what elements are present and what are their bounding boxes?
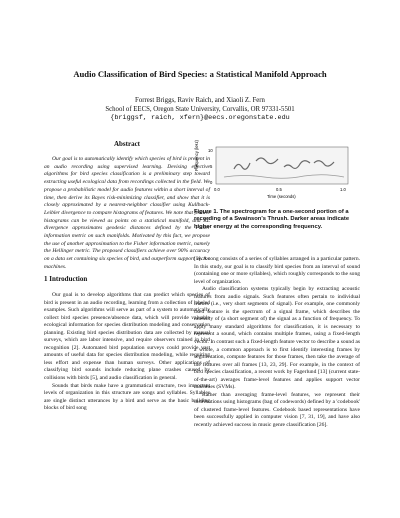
ytick-0: 0 (210, 180, 213, 185)
right-paragraph-1: [3]. A song consists of a series of syllables arranged in a particular pattern. In this study, our goal is to classify bird species from an interval of sound (containing one or more syllables), which roughly corresponds to the song level of organization. (194, 256, 360, 285)
section-heading-introduction: 1 Introduction (44, 275, 88, 283)
spectrogram-figure (194, 139, 360, 203)
ytick-5: 5 (210, 164, 213, 169)
abstract-heading: Abstract (113, 140, 141, 148)
introduction-body (44, 292, 210, 413)
ytick-10: 10 (208, 148, 213, 153)
spectrogram-ylabel: Frequency (kHz) (194, 140, 199, 171)
paper-emails: {briggsf, raich, xfern}@eecs.oregonstate.edu (110, 114, 290, 122)
xtick-1: 1.0 (340, 187, 346, 192)
right-column-body (194, 256, 360, 430)
abstract-body (44, 156, 210, 272)
intro-paragraph-1: Our goal is to develop algorithms that can predict which species of bird is present in an audio recording, learning from a collection of labeled examples. Such algorithms will serve as part of a system to automatically collect bird species presence/absence data, which will provide valuable ecological information for species distribution modeling and conservation planning. Existing bird species distribution data are collected by manual surveys, which are labor intensive, and require observers trained in bird recognition [2]. Automated bird population surveys could provide vast amounts of useful data for species distribution modeling, while requiring less effort and expense than human surveys. Other applications of classifying bird sounds include reducing plane crashes caused by collisions with birds [5], and audio classification in general. (44, 292, 210, 382)
spectrogram-plot (194, 139, 360, 203)
figure-caption: Figure 1. The spectrogram for a one-second portion of a recording of a Swainson's Thrush. Darker areas indicate higher energy at the corresponding frequency. (194, 209, 350, 230)
paper-title: Audio Classification of Bird Species: a Statistical Manifold Approach (73, 69, 327, 79)
right-paragraph-2: Audio classification systems typically begin by extracting acoustic features from audio signals. Such features often pertain to individual frames (i.e., very short segments of signal). For example, one commonly used feature is the spectrum of a signal frame, which describes the intensity of (a short segment of) the signal as a function of frequency. To apply many standard algorithms for classification, it is necessary to represent a sound, which contains multiple frames, using a fixed-length vector. In contrast such a fixed-length feature vector to describe a sound as a whole, a common approach is to first identify interesting frames by segmentation, compute features for those frames, then take the average of the features over all frames [13, 23, 29]. For example, in the context of bird species classification, a recent work by Fagerlund [13] (current state-of-the-art) averages frame-level features and applies support vector machines (SVMs). (194, 286, 360, 391)
spectrogram-xlabel: Time (seconds) (267, 194, 296, 199)
intro-paragraph-2: Sounds that birds make have a grammatical structure, two important levels of organization in this structure are songs and syllables. Syllables are single distinct utterances by a bird and serve as the basic building blocks of bird song (44, 382, 210, 412)
xtick-0-5: 0.5 (276, 187, 282, 192)
paper-authors: Forrest Briggs, Raviv Raich, and Xiaoli Z. Fern (135, 97, 265, 104)
paper-affiliation: School of EECS, Oregon State University, Corvallis, OR 97331-5501 (105, 106, 295, 113)
right-paragraph-3: Rather than averaging frame-level features, we represent their distributions using histograms (bag of codewords) defined by a 'codebook' of clustered frame-level features. Codebook based representations have been successfully applied in computer vision [7, 31, 19], and have also recently achieved success in music genre classification [26]. (194, 391, 360, 429)
abstract-text: Our goal is to automatically identify which species of bird is present in an audio recording using supervised learning. Devising effective algorithms for bird species classification is a preliminary step toward extracting useful ecological data from recordings collected in the field. We propose a probabilistic model for audio features within a short interval of time, then derive its Bayes risk-minimizing classifier, and show that it is closely approximated by a nearest-neighbor classifier using Kullback-Leibler divergence to compare histograms of features. We note that feature histograms can be viewed as points on a statistical manifold, and KL divergence approximates geodesic distances defined by the Fisher information metric on such manifolds. Motivated by this fact, we propose the use of another approximation to the Fisher information metric, namely the Hellinger metric. The proposed classifiers achieve over 90% accuracy on a data set containing six species of bird, and outperform support vector machines. (44, 156, 210, 270)
xtick-0: 0.0 (214, 187, 220, 192)
